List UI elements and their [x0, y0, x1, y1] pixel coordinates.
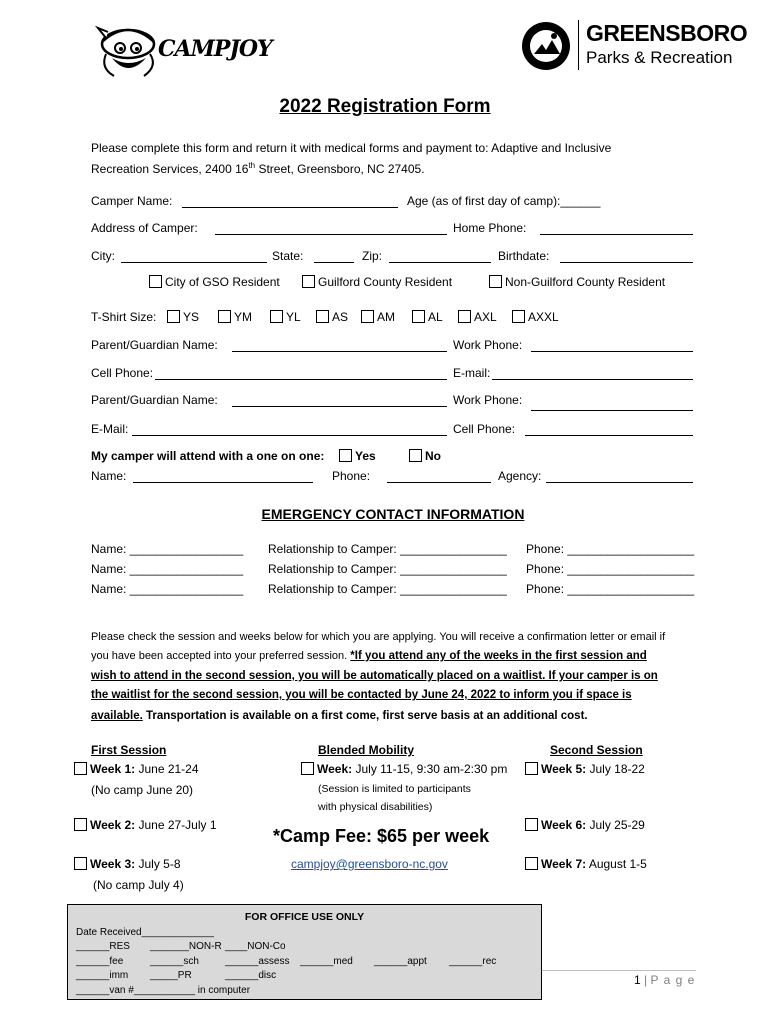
guardian-name-field[interactable] — [232, 340, 447, 352]
guardian-name-2-label: Parent/Guardian Name: — [91, 393, 218, 407]
week-7-checkbox[interactable] — [525, 857, 538, 870]
week-3-note: (No camp July 4) — [93, 878, 184, 892]
emergency-name-1[interactable]: Name: _________________ — [91, 542, 244, 556]
office-med[interactable]: ______med — [300, 956, 353, 967]
birthdate-field[interactable] — [560, 251, 693, 263]
week-6-date: July 25-29 — [586, 818, 645, 832]
work-phone-label: Work Phone: — [453, 338, 523, 352]
tshirt-axxl[interactable] — [512, 310, 559, 324]
session-info-line-2 — [91, 650, 647, 662]
contact-email[interactable]: campjoy@greensboro-nc.gov — [291, 857, 448, 871]
week-3-option[interactable] — [74, 857, 181, 871]
week-1-option[interactable] — [74, 762, 199, 776]
session-info-line-4: the waitlist for the second session, you will be contacted by June 24, 2022 to inform you if space is — [91, 689, 632, 701]
agency-field[interactable] — [546, 471, 693, 483]
week-5-checkbox[interactable] — [525, 762, 538, 775]
week-6-label: Week 6: — [541, 818, 587, 832]
camper-name-row — [91, 194, 696, 210]
office-appt[interactable]: ______appt — [374, 956, 427, 967]
home-phone-label: Home Phone: — [453, 221, 527, 235]
tshirt-axxl-checkbox[interactable] — [512, 310, 525, 323]
office-sch[interactable]: ______sch — [150, 956, 199, 967]
email-cell-row-2 — [91, 422, 696, 438]
guardian-row-2 — [91, 393, 696, 409]
work-phone-field[interactable] — [531, 340, 693, 352]
session-info-line-5-available: available. — [91, 710, 143, 722]
tshirt-am-checkbox[interactable] — [361, 310, 374, 323]
week-2-option[interactable] — [74, 818, 217, 832]
blended-note-1: (Session is limited to participants — [318, 783, 471, 795]
tshirt-yl-checkbox[interactable] — [270, 310, 283, 323]
resident-gso-option[interactable] — [149, 275, 280, 289]
birthdate-label: Birthdate: — [498, 249, 550, 263]
emergency-phone-1[interactable]: Phone: ___________________ — [526, 542, 695, 556]
one-on-one-label: My camper will attend with a one on one: — [91, 449, 325, 463]
emergency-rel-1[interactable]: Relationship to Camper: ________________ — [268, 542, 507, 556]
address-label: Address of Camper: — [91, 221, 198, 235]
intro-line-1: Please complete this form and return it with medical forms and payment to: Adaptive and Inclusive — [91, 141, 612, 155]
emergency-heading: EMERGENCY CONTACT INFORMATION — [261, 506, 525, 522]
one-on-one-details-row — [91, 469, 696, 485]
office-assess[interactable]: ______assess — [225, 956, 290, 967]
blended-mobility-heading: Blended Mobility — [318, 743, 414, 757]
logo-divider — [578, 20, 579, 70]
page-footer — [634, 973, 695, 987]
emergency-name-3[interactable]: Name: _________________ — [91, 582, 244, 596]
one-on-one-phone-field[interactable] — [387, 471, 491, 483]
office-fee[interactable]: ______fee — [76, 956, 124, 967]
age-label[interactable]: Age (as of first day of camp):______ — [407, 194, 601, 208]
tshirt-am-label: AM — [377, 310, 395, 324]
office-date-received[interactable]: Date Received_____________ — [76, 927, 214, 938]
city-row — [91, 249, 696, 265]
zip-field[interactable] — [389, 251, 491, 263]
state-label: State: — [272, 249, 304, 263]
week-2-checkbox[interactable] — [74, 818, 87, 831]
one-on-one-no-label: No — [425, 449, 441, 463]
org-logo-line1: GREENSBORO — [586, 20, 748, 46]
tshirt-axl-checkbox[interactable] — [458, 310, 471, 323]
tshirt-yl[interactable] — [270, 310, 301, 324]
one-on-one-no[interactable] — [409, 449, 441, 463]
week-3-label: Week 3: — [90, 857, 136, 871]
guardian-name-label: Parent/Guardian Name: — [91, 338, 218, 352]
cell-email-row — [91, 366, 696, 382]
session-info-line-2-plain: you have been accepted into your preferred session. — [91, 650, 351, 662]
week-5-date: July 18-22 — [586, 762, 645, 776]
one-on-one-no-checkbox[interactable] — [409, 449, 422, 462]
intro-line-2 — [91, 161, 425, 176]
contact-email-link[interactable] — [291, 857, 448, 871]
email-2-label: E-Mail: — [91, 422, 129, 436]
office-res[interactable]: ______RES — [76, 941, 130, 952]
greensboro-circle-icon — [520, 20, 574, 74]
zip-label: Zip: — [362, 249, 383, 263]
office-use-box — [67, 904, 542, 1000]
session-info-line-2-bold: *If you attend any of the weeks in the first session and — [350, 650, 647, 662]
tshirt-as-label: AS — [332, 310, 349, 324]
page-separator: | — [640, 973, 651, 987]
address-row — [91, 221, 696, 237]
office-van[interactable]: ______van #___________ in computer — [76, 985, 251, 996]
tshirt-al-label: AL — [428, 310, 443, 324]
tshirt-al-checkbox[interactable] — [412, 310, 425, 323]
cell-phone-2-label: Cell Phone: — [453, 422, 516, 436]
tshirt-axl[interactable] — [458, 310, 497, 324]
blended-week-label: Week: — [317, 762, 353, 776]
email-label: E-mail: — [453, 366, 491, 380]
office-disc[interactable]: ______disc — [225, 970, 277, 981]
camp-fee: *Camp Fee: $65 per week — [273, 826, 490, 846]
session-info-line-5 — [91, 710, 588, 722]
week-3-date: July 5-8 — [135, 857, 181, 871]
resident-guilford-label: Guilford County Resident — [318, 275, 453, 289]
week-1-note: (No camp June 20) — [91, 783, 194, 797]
week-6-checkbox[interactable] — [525, 818, 538, 831]
emergency-name-2[interactable]: Name: _________________ — [91, 562, 244, 576]
week-2-date: June 27-July 1 — [135, 818, 217, 832]
work-phone-2-label: Work Phone: — [453, 393, 523, 407]
tshirt-as-checkbox[interactable] — [316, 310, 329, 323]
cell-phone-label: Cell Phone: — [91, 366, 154, 380]
tshirt-as[interactable] — [316, 310, 348, 324]
intro-line-2-post: Street, Greensboro, NC 27405. — [255, 162, 425, 176]
tshirt-yl-label: YL — [286, 310, 301, 324]
week-2-label: Week 2: — [90, 818, 136, 832]
session-info-line-1: Please check the session and weeks below for which you are applying. You will receive a confirmation letter or email if — [91, 631, 666, 643]
tshirt-ym-label: YM — [234, 310, 252, 324]
resident-guilford-option[interactable] — [302, 275, 452, 289]
one-on-one-yes-label: Yes — [355, 449, 376, 463]
blended-note-2: with physical disabilities) — [318, 801, 433, 813]
city-field[interactable] — [121, 251, 267, 263]
email-field[interactable] — [492, 368, 693, 380]
resident-gso-checkbox[interactable] — [149, 275, 162, 288]
email-2-field[interactable] — [132, 424, 447, 436]
week-1-label: Week 1: — [90, 762, 136, 776]
second-session-heading: Second Session — [550, 743, 643, 757]
week-1-checkbox[interactable] — [74, 762, 87, 775]
one-on-one-yes-checkbox[interactable] — [339, 449, 352, 462]
session-info-line-5-rest: Transportation is available on a first come, first serve basis at an additional cost. — [142, 710, 588, 722]
office-title: FOR OFFICE USE ONLY — [244, 911, 365, 923]
one-on-one-name-label: Name: — [91, 469, 127, 483]
resident-gso-label: City of GSO Resident — [165, 275, 280, 289]
session-info-line-3: wish to attend in the second session, you will be automatically placed on a waitlist. If your camper is on — [91, 670, 658, 682]
work-phone-2-field[interactable] — [531, 399, 693, 411]
camp-logo-text: CAMPJOY — [158, 36, 272, 62]
resident-non-guilford-checkbox[interactable] — [489, 275, 502, 288]
week-5-option[interactable] — [525, 762, 645, 776]
week-7-label: Week 7: — [541, 857, 587, 871]
office-imm[interactable]: ______imm — [76, 970, 129, 981]
home-phone-field[interactable] — [540, 223, 693, 235]
blended-week-option[interactable] — [301, 762, 507, 776]
page-title: 2022 Registration Form — [279, 96, 491, 117]
tshirt-am[interactable] — [361, 310, 395, 324]
week-7-option[interactable] — [525, 857, 647, 871]
week-1-date: June 21-24 — [135, 762, 199, 776]
first-session-heading: First Session — [91, 743, 167, 757]
emergency-rel-2[interactable]: Relationship to Camper: ________________ — [268, 562, 507, 576]
tshirt-ys[interactable] — [167, 310, 199, 324]
agency-label: Agency: — [498, 469, 542, 483]
blended-week-date: July 11-15, 9:30 am-2:30 pm — [352, 762, 508, 776]
tshirt-ys-checkbox[interactable] — [167, 310, 180, 323]
week-3-checkbox[interactable] — [74, 857, 87, 870]
state-field[interactable] — [314, 251, 354, 263]
tshirt-axxl-label: AXXL — [528, 310, 559, 324]
tshirt-al[interactable] — [412, 310, 443, 324]
guardian-row-1 — [91, 338, 696, 354]
city-label: City: — [91, 249, 115, 263]
address-field[interactable] — [215, 223, 447, 235]
office-non-co[interactable]: ____NON-Co — [225, 941, 286, 952]
camp-joy-logo — [92, 18, 292, 82]
tshirt-axl-label: AXL — [474, 310, 497, 324]
cell-phone-2-field[interactable] — [525, 424, 693, 436]
resident-guilford-checkbox[interactable] — [302, 275, 315, 288]
footer-rule — [542, 970, 696, 971]
guardian-name-2-field[interactable] — [232, 395, 447, 407]
blended-week-checkbox[interactable] — [301, 762, 314, 775]
tshirt-ys-label: YS — [183, 310, 200, 324]
emergency-phone-3[interactable]: Phone: ___________________ — [526, 582, 695, 596]
org-logo-line2: Parks & Recreation — [586, 48, 733, 67]
greensboro-logo — [520, 18, 750, 74]
emergency-phone-2[interactable]: Phone: ___________________ — [526, 562, 695, 576]
tshirt-ym-checkbox[interactable] — [218, 310, 231, 323]
tshirt-label: T-Shirt Size: — [91, 310, 157, 324]
page-word: P a g e — [650, 973, 696, 987]
camper-name-label: Camper Name: — [91, 194, 173, 208]
office-pr[interactable]: _____PR — [150, 970, 192, 981]
emergency-rel-3[interactable]: Relationship to Camper: ________________ — [268, 582, 507, 596]
week-6-option[interactable] — [525, 818, 645, 832]
resident-non-guilford-option[interactable] — [489, 275, 665, 289]
one-on-one-name-field[interactable] — [133, 471, 313, 483]
one-on-one-phone-label: Phone: — [332, 469, 371, 483]
resident-non-guilford-label: Non-Guilford County Resident — [505, 275, 666, 289]
one-on-one-yes[interactable] — [339, 449, 376, 463]
cell-phone-field[interactable] — [155, 368, 447, 380]
page-number: 1 — [634, 973, 641, 987]
tshirt-ym[interactable] — [218, 310, 252, 324]
week-7-date: August 1-5 — [586, 857, 647, 871]
week-5-label: Week 5: — [541, 762, 587, 776]
intro-line-2-sup: th — [248, 161, 256, 170]
office-non-r[interactable]: _______NON-R — [150, 941, 222, 952]
intro-line-2-pre: Recreation Services, 2400 16 — [91, 162, 249, 176]
camper-name-field[interactable] — [182, 196, 398, 208]
office-rec[interactable]: ______rec — [449, 956, 497, 967]
